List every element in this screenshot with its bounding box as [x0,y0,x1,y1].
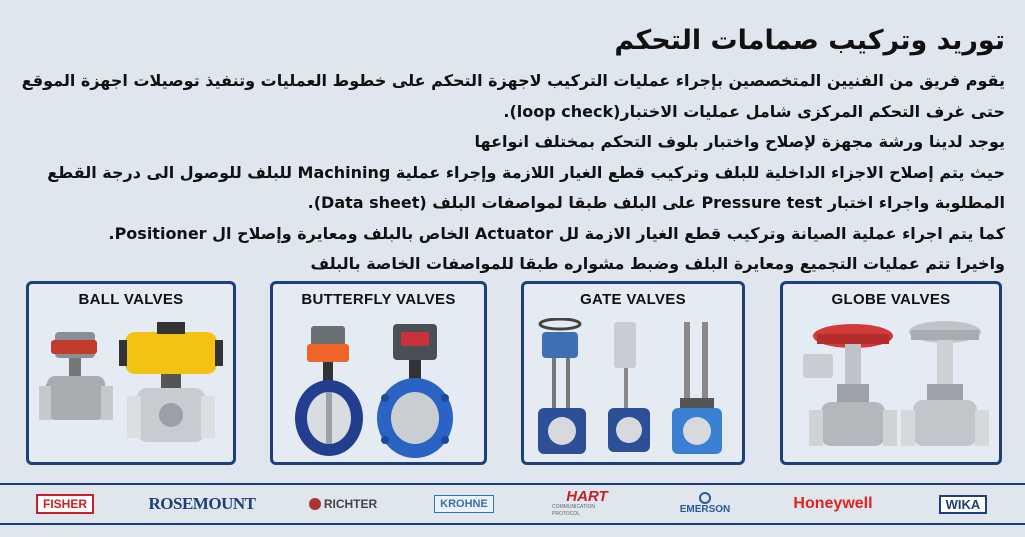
richter-mark-icon [309,498,321,510]
card-gate-valves [521,281,745,465]
description-block [20,22,1005,280]
krohne-logo [434,492,494,516]
hart-subtitle: COMMUNICATION PROTOCOL [552,504,595,517]
card-title: GATE VALVES [580,291,686,308]
richter-logo [307,492,379,516]
paragraph-installation: يقوم فريق من الفنيين المتخصصين بإجراء عمليات التركيب لاجهزة التحكم على خطوط العمليات وتنفيذ توصيلات اجهزة الموقع حتى غرف التحكم المركزى شامل عمليات الاختبار(loop check). [21,71,1005,121]
card-title: GLOBE VALVES [831,291,951,308]
butterfly-valve-image [273,318,484,462]
wika-text: WIKA [939,495,988,514]
emerson-logo [675,492,735,516]
richter-text: RICHTER [323,497,378,511]
krohne-text: KROHNE [434,495,494,513]
page-title: توريد وتركيب صمامات التحكم [614,25,1005,56]
emerson-text: EMERSON [679,504,731,515]
rosemount-text: ROSEMOUNT [148,494,256,513]
ball-valve-image [29,318,233,462]
valve-cards [0,281,1025,469]
card-title: BALL VALVES [78,291,184,308]
brand-logo-bar [0,483,1025,525]
globe-valve-image [783,318,999,462]
paragraph-workshop: يوجد لدينا ورشة مجهزة لإصلاح واختبار بلوف التحكم بمختلف انواعها [474,132,1005,151]
honeywell-text: Honeywell [793,495,873,512]
paragraph-repair: حيث يتم إصلاح الاجزاء الداخلية للبلف وتركيب قطع الغيار اللازمة وإجراء عملية Machining للبلف للوصول الى درجة القطع المطلوبة واجراء اختبار Pressure test على البلف طبقا لمواصفات البلف (Data sheet). [47,162,1005,212]
fisher-logo [38,492,92,516]
gate-valve-image [524,318,742,462]
honeywell-logo [790,492,876,516]
card-ball-valves [26,281,236,465]
card-butterfly-valves [270,281,487,465]
card-globe-valves [780,281,1002,465]
paragraph-assembly: واخيرا تتم عمليات التجميع ومعايرة البلف وضبط مشواره طبقا للمواصفات الخاصة بالبلف [310,254,1005,273]
card-title: BUTTERFLY VALVES [301,291,456,308]
hart-text: HART [566,488,608,505]
paragraph-actuator: كما يتم اجراء عملية الصيانة وتركيب قطع الغيار الازمة لل Actuator الخاص بالبلف ومعايرة وإصلاح ال Positioner. [108,223,1005,243]
rosemount-logo [148,492,256,516]
fisher-text: FISHER [36,494,94,514]
hart-logo [552,488,622,517]
emerson-mark-icon [699,492,711,504]
wika-logo [937,492,989,516]
